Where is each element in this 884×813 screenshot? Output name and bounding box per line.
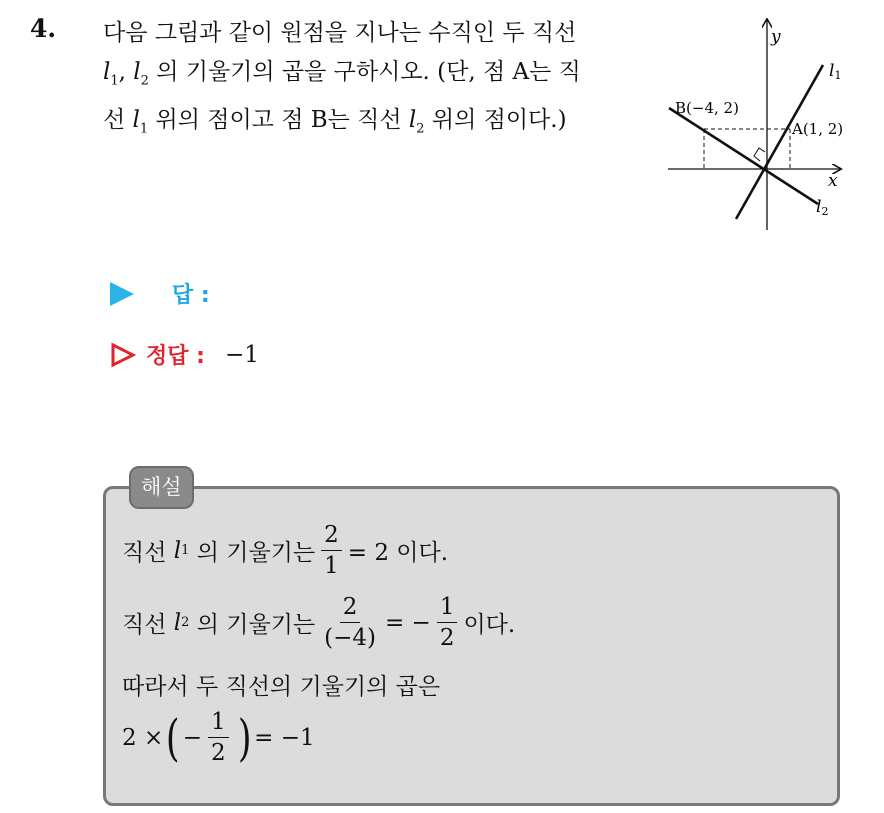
fraction	[208, 707, 229, 768]
line-l2-symbol: l	[133, 59, 141, 85]
axis-label-y: y	[771, 27, 781, 47]
line-l1-subscript: 1	[139, 121, 149, 137]
point-b-label: B(−4, 2)	[675, 99, 739, 117]
line-l1	[736, 65, 823, 219]
question-line-3	[103, 101, 648, 149]
fraction-denominator: (−4)	[324, 625, 376, 651]
question-line-1: 다음 그림과 같이 원점을 지나는 수직인 두 직선	[103, 20, 577, 46]
solution-line-1	[122, 520, 448, 581]
sol2-c: 이다.	[463, 612, 516, 638]
sol2-sub: 2	[181, 615, 190, 630]
sol2-b: 의 기울기는	[196, 612, 316, 638]
label-l2-sub: 2	[821, 205, 829, 218]
line-l2-subscript: 2	[416, 121, 425, 137]
sol1-l: l	[173, 537, 182, 564]
correct-answer-label: 정답 :	[146, 344, 205, 369]
fraction-denominator: 2	[439, 625, 455, 651]
question-line-3-b: 위의 점이고 점 B는 직선	[155, 106, 402, 133]
answer-label: 답 :	[172, 283, 210, 308]
coordinate-figure	[664, 18, 854, 236]
fraction	[321, 592, 379, 653]
play-triangle-icon	[110, 282, 134, 306]
sol1-sub: 1	[181, 543, 190, 558]
solution-tag: 해설	[129, 466, 194, 509]
line-l2-symbol: l	[408, 106, 417, 133]
label-l2-symbol: l	[816, 197, 822, 217]
answer-row	[110, 278, 210, 309]
right-angle-mark	[754, 148, 765, 161]
sol1-c: = 2 이다.	[347, 540, 449, 566]
sol2-l: l	[173, 609, 182, 636]
sol1-a: 직선	[122, 540, 167, 566]
question-number: 4.	[30, 14, 57, 43]
point-a-label: A(1, 2)	[792, 120, 844, 138]
fraction-denominator: 1	[324, 553, 339, 579]
fraction-numerator: 1	[437, 592, 458, 623]
left-paren: (	[166, 708, 180, 767]
question-text	[103, 14, 648, 148]
sol2-a: 직선	[122, 612, 167, 638]
solution-line-2	[122, 592, 515, 653]
label-l2	[816, 197, 828, 218]
sol2-eq: = −	[384, 609, 431, 636]
correct-answer-row	[110, 339, 259, 370]
correct-answer-value: −1	[224, 341, 259, 368]
solution-line-3: 따라서 두 직선의 기울기의 곱은	[122, 674, 441, 700]
fraction-numerator: 1	[208, 707, 229, 738]
fraction	[437, 592, 458, 653]
fraction-numerator: 2	[340, 592, 361, 623]
question-line-2	[103, 53, 648, 101]
comma: ,	[118, 59, 126, 85]
sol1-b: 의 기울기는	[196, 540, 316, 566]
fraction	[321, 520, 342, 581]
question-line-3-c: 위의 점이다.)	[431, 106, 567, 133]
right-paren: )	[237, 708, 252, 767]
label-l1-sub: 1	[834, 69, 842, 82]
sol4-c: = −1	[254, 724, 315, 751]
outline-triangle-icon	[110, 342, 136, 368]
line-l1-symbol: l	[103, 59, 111, 85]
axis-label-x: x	[828, 171, 838, 191]
solution-line-4	[122, 707, 315, 768]
line-l1-symbol: l	[132, 106, 140, 133]
fraction-denominator: 2	[211, 740, 226, 766]
line-l2-subscript: 2	[140, 73, 149, 89]
label-l1	[829, 61, 841, 82]
label-l1-symbol: l	[829, 61, 835, 81]
sol4-a: 2 ×	[122, 724, 164, 751]
question-line-3-a: 선	[103, 106, 126, 133]
question-line-2-rest: 의 기울기의 곱을 구하시오. (단, 점 A는 직	[156, 59, 581, 85]
fraction-numerator: 2	[321, 520, 342, 551]
sol4-minus: −	[182, 724, 203, 751]
line-l1-subscript: 1	[110, 73, 119, 89]
